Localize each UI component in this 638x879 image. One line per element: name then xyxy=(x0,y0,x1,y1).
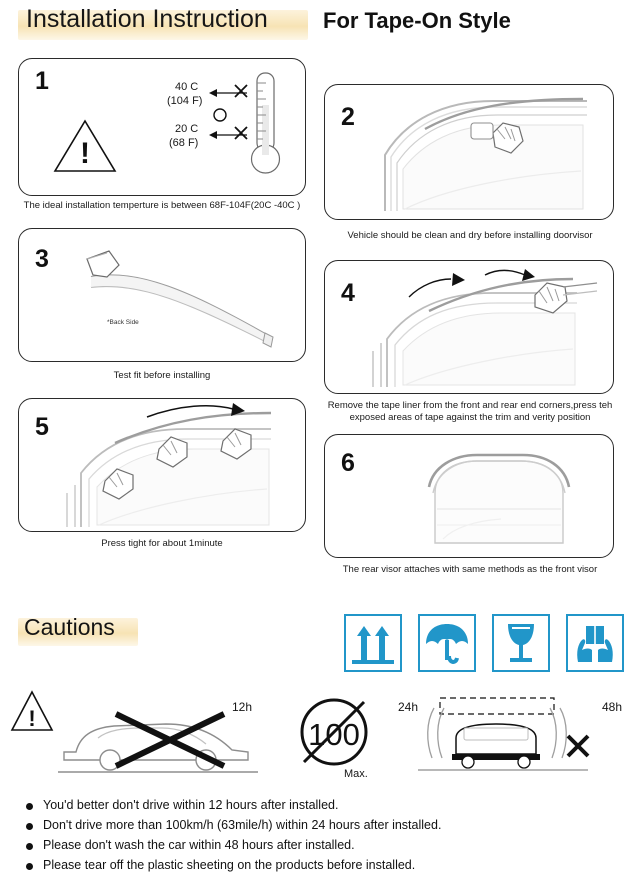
step1-label-cold-f: (68 F) xyxy=(169,137,199,149)
cautions-bullet-list xyxy=(22,798,622,878)
bullet-dot-icon xyxy=(26,823,33,830)
fragile-glass-icon xyxy=(492,614,550,672)
step-panel-1 xyxy=(18,58,306,196)
step-panel-4 xyxy=(324,260,614,394)
step1-label-hot-c: 40 C xyxy=(175,81,199,93)
speed-value-text: 100 xyxy=(308,717,360,752)
page-title xyxy=(18,4,618,48)
bullet-dot-icon xyxy=(26,843,33,850)
list-item xyxy=(22,818,622,833)
bullet-text: Please don't wash the car within 48 hours after installed. xyxy=(43,838,355,852)
bullet-text: You'd better don't drive within 12 hours after installed. xyxy=(43,798,339,812)
step6-graphic xyxy=(325,435,615,559)
step-caption-1: The ideal installation temperture is between 68F-104F(20C -40C ) xyxy=(23,200,301,211)
wine-glass-shape xyxy=(494,616,548,670)
step-caption-6: The rear visor attaches with same methods as the front visor xyxy=(342,564,598,575)
keep-dry-umbrella-icon xyxy=(418,614,476,672)
umbrella-shape xyxy=(420,616,474,670)
step-panel-3 xyxy=(18,228,306,362)
step-panel-2 xyxy=(324,84,614,220)
warning-triangle-icon xyxy=(10,686,54,738)
svg-text:!: ! xyxy=(28,706,36,731)
step-number-2: 2 xyxy=(341,103,355,131)
list-item xyxy=(22,798,622,813)
step4-graphic xyxy=(325,261,615,395)
list-item xyxy=(22,858,622,873)
label-max: Max. xyxy=(344,768,368,780)
hands-box-shape xyxy=(568,616,622,670)
step-number-6: 6 xyxy=(341,449,355,477)
step3-label-back-side: *Back Side xyxy=(107,319,139,326)
step-number-3: 3 xyxy=(35,245,49,273)
bullet-dot-icon xyxy=(26,803,33,810)
no-drive-icon xyxy=(58,694,258,776)
step2-graphic xyxy=(325,85,615,221)
step1-graphic xyxy=(19,59,307,197)
step-panel-5 xyxy=(18,398,306,532)
step-caption-4: Remove the tape liner from the front and rear end corners,press teh exposed areas of tape against the trim and verity position xyxy=(327,400,613,423)
handle-with-care-icon xyxy=(566,614,624,672)
step3-graphic xyxy=(19,229,307,363)
step-number-4: 4 xyxy=(341,279,355,307)
step1-label-hot-f: (104 F) xyxy=(167,95,203,107)
label-12h: 12h xyxy=(232,700,253,714)
this-way-up-icon xyxy=(344,614,402,672)
label-24h: 24h xyxy=(398,700,419,714)
svg-text:!: ! xyxy=(80,137,90,170)
title-sub-text: For Tape-On Style xyxy=(323,8,511,33)
label-48h: 48h xyxy=(602,700,623,714)
step5-graphic xyxy=(19,399,307,533)
step1-label-cold-c: 20 C xyxy=(175,123,199,135)
step-panel-6 xyxy=(324,434,614,558)
step-number-1: 1 xyxy=(35,67,49,95)
list-item xyxy=(22,838,622,853)
step-caption-5: Press tight for about 1minute xyxy=(101,538,223,549)
step-caption-2: Vehicle should be clean and dry before installing doorvisor xyxy=(347,230,593,241)
bullet-text: Please tear off the plastic sheeting on the products before installed. xyxy=(43,858,416,872)
this-way-up-arrows xyxy=(346,616,400,670)
cautions-heading xyxy=(18,612,238,652)
step-caption-3: Test fit before installing xyxy=(113,370,211,381)
no-wash-icon xyxy=(418,692,600,776)
title-main-text: Installation Instruction xyxy=(26,5,268,33)
cautions-heading-text: Cautions xyxy=(24,614,115,640)
bullet-dot-icon xyxy=(26,863,33,870)
bullet-text: Don't drive more than 100km/h (63mile/h) within 24 hours after installed. xyxy=(43,818,442,832)
step-number-5: 5 xyxy=(35,413,49,441)
speed-limit-icon xyxy=(290,696,388,770)
